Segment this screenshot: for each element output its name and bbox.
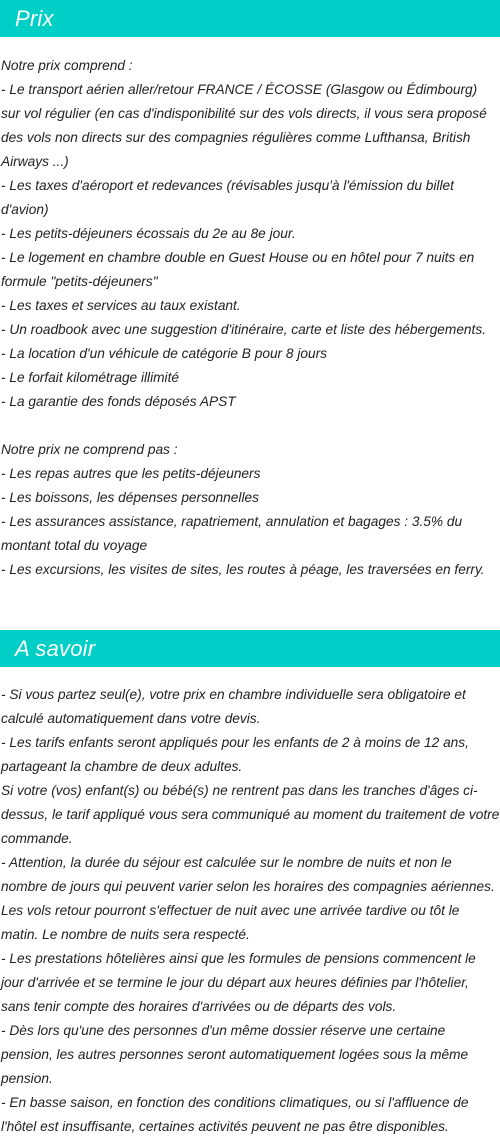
- savoir-section-body: [0, 683, 500, 1139]
- paragraph-gap: [1, 414, 500, 438]
- includes-heading: Notre prix comprend :: [1, 58, 133, 73]
- includes-item: - Le transport aérien aller/retour FRANCE / ÉCOSSE (Glasgow ou Édimbourg) sur vol régulier (en cas d'indisponibilité sur des vols directs, il vous sera proposé des vols non directs sur des compagnies régulières comme Lufthansa, British Airways ...): [1, 82, 487, 169]
- includes-item: - Le forfait kilométrage illimité: [1, 370, 179, 385]
- includes-item: - Les petits-déjeuners écossais du 2e au 8e jour.: [1, 226, 296, 241]
- savoir-item: - Les prestations hôtelières ainsi que les formules de pensions commencent le jour d'arrivée et se termine le jour du départ aux heures définies par l'hôtelier, sans tenir compte des horaires d'arrivées ou de départs des vols.: [1, 951, 476, 1014]
- includes-item: - La location d'un véhicule de catégorie B pour 8 jours: [1, 346, 327, 361]
- includes-item: - Les taxes et services au taux existant.: [1, 298, 241, 313]
- prix-section-title: Prix: [15, 5, 54, 31]
- excludes-item: - Les excursions, les visites de sites, les routes à péage, les traversées en ferry.: [1, 562, 485, 577]
- excludes-item: - Les assurances assistance, rapatriement, annulation et bagages : 3.5% du montant total du voyage: [1, 514, 463, 553]
- excludes-heading: Notre prix ne comprend pas :: [1, 442, 178, 457]
- savoir-item: - Si vous partez seul(e), votre prix en chambre individuelle sera obligatoire et calculé automatiquement dans votre devis.: [1, 687, 466, 726]
- prix-section-body: [0, 54, 500, 582]
- includes-item: - Le logement en chambre double en Guest House ou en hôtel pour 7 nuits en formule "petits-déjeuners": [1, 250, 475, 289]
- savoir-item: - Les tarifs enfants seront appliqués pour les enfants de 2 à moins de 12 ans, partageant la chambre de deux adultes.: [1, 735, 469, 774]
- savoir-item: - Dès lors qu'une des personnes d'un même dossier réserve une certaine pension, les autres personnes seront automatiquement logées sous la même pension.: [1, 1023, 469, 1086]
- excludes-item: - Les boissons, les dépenses personnelles: [1, 490, 259, 505]
- savoir-item: - Attention, la durée du séjour est calculée sur le nombre de nuits et non le nombre de jours qui peuvent varier selon les horaires des compagnies aériennes. Les vols retour pourront s'effectuer de nuit avec une arrivée tardive ou tôt le matin. Le nombre de nuits sera respecté.: [1, 855, 495, 942]
- savoir-item: Si votre (vos) enfant(s) ou bébé(s) ne rentrent pas dans les tranches d'âges ci-dessus, le tarif appliqué vous sera communiqué au moment du traitement de votre commande.: [1, 783, 500, 846]
- includes-item: - Les taxes d'aéroport et redevances (révisables jusqu'à l'émission du billet d'avion): [1, 178, 454, 217]
- includes-item: - La garantie des fonds déposés APST: [1, 394, 236, 409]
- savoir-section-header: [0, 630, 500, 667]
- savoir-item: - En basse saison, en fonction des conditions climatiques, ou si l'affluence de l'hôtel est insuffisante, certaines activités peuvent ne pas être disponibles.: [1, 1095, 469, 1134]
- savoir-section-title: A savoir: [15, 635, 96, 661]
- excludes-item: - Les repas autres que les petits-déjeuners: [1, 466, 261, 481]
- includes-item: - Un roadbook avec une suggestion d'itinéraire, carte et liste des hébergements.: [1, 322, 486, 337]
- prix-section-header: [0, 0, 500, 37]
